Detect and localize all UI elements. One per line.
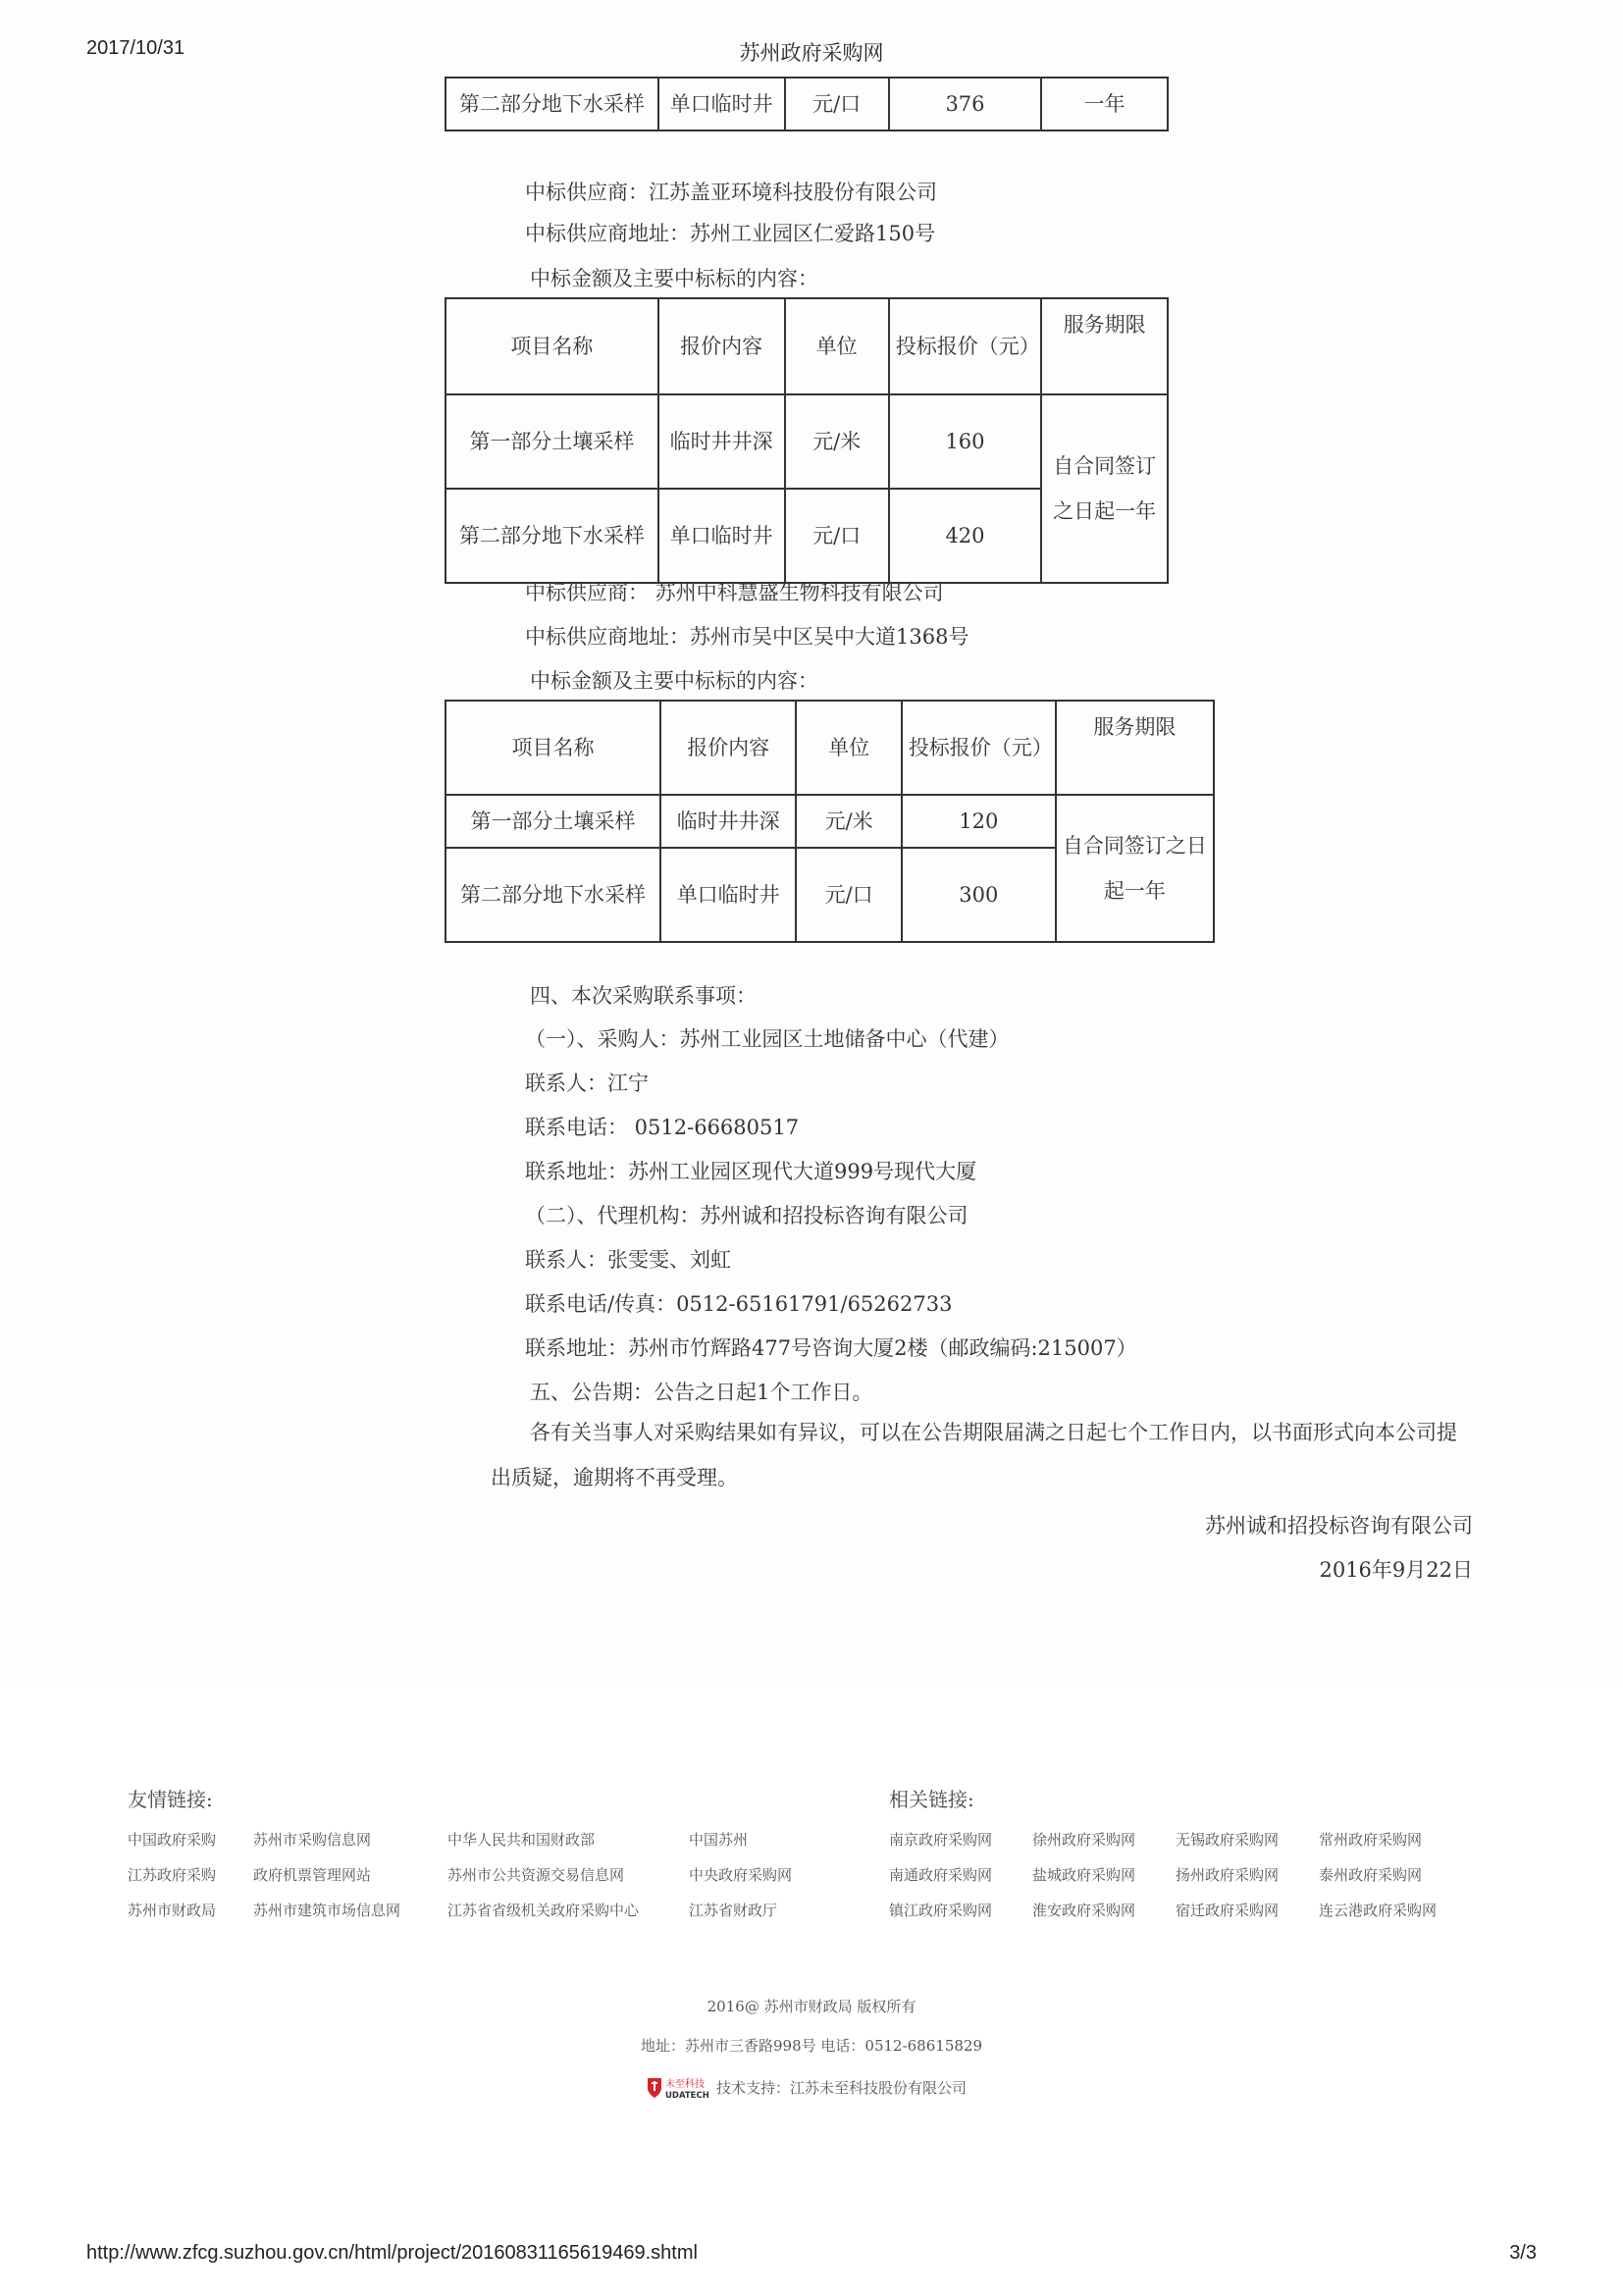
winning-amount-label: 中标金额及主要中标标的内容：: [530, 669, 818, 693]
period-cell: 自合同签订之日起一年: [1041, 394, 1168, 583]
sign-date: 2016年9月22日: [1319, 1558, 1473, 1582]
quote-content-cell: 临时井井深: [658, 394, 785, 489]
price-cell: 160: [889, 394, 1041, 489]
friend-link[interactable]: 江苏省省级机关政府采购中心: [447, 1902, 640, 1919]
table-row: [445, 795, 1214, 848]
logo-en: UDATECH: [665, 2091, 709, 2101]
item-name-cell: 第一部分土壤采样: [445, 394, 658, 489]
friend-link[interactable]: 中国政府采购: [128, 1831, 217, 1849]
print-date: 2017/10/31: [86, 37, 185, 59]
col-header-price: 投标报价（元）: [902, 701, 1056, 795]
table-row: [445, 78, 1168, 130]
friend-link[interactable]: 苏州市公共资源交易信息网: [447, 1866, 625, 1884]
price-cell: 120: [902, 795, 1056, 848]
related-link[interactable]: 淮安政府采购网: [1032, 1902, 1136, 1919]
copyright: 2016@ 苏州市财政局 版权所有: [707, 1998, 916, 2015]
unit-cell: 元/口: [785, 489, 889, 583]
site-title: 苏州政府采购网: [739, 41, 884, 65]
related-link[interactable]: 南京政府采购网: [889, 1831, 993, 1849]
site-address: 地址：苏州市三香路998号 电话：0512-68615829: [641, 2037, 982, 2055]
col-header-price: 投标报价（元）: [889, 298, 1041, 394]
related-link[interactable]: 徐州政府采购网: [1032, 1831, 1136, 1849]
notice-period: 五、公告期：公告之日起1个工作日。: [530, 1381, 873, 1404]
friend-link[interactable]: 中国苏州: [689, 1831, 749, 1849]
quote-content-cell: 单口临时井: [658, 78, 785, 130]
col-header-unit: 单位: [796, 701, 901, 795]
purchaser-contact: 联系人：江宁: [525, 1071, 649, 1095]
related-link[interactable]: 无锡政府采购网: [1176, 1831, 1280, 1849]
quote-content-cell: 单口临时井: [658, 489, 785, 583]
related-link[interactable]: 宿迁政府采购网: [1176, 1902, 1280, 1919]
col-header-quote-content: 报价内容: [658, 298, 785, 394]
related-link[interactable]: 常州政府采购网: [1319, 1831, 1423, 1849]
item-name-cell: 第二部分地下水采样: [445, 489, 658, 583]
agent-address: 联系地址：苏州市竹辉路477号咨询大厦2楼（邮政编码:215007）: [525, 1336, 1137, 1360]
purchaser-phone: 联系电话： 0512-66680517: [525, 1116, 800, 1139]
item-name-cell: 第二部分地下水采样: [445, 848, 660, 942]
page-number: 3/3: [1509, 2242, 1537, 2264]
price-cell: 300: [902, 848, 1056, 942]
quote-content-cell: 临时井井深: [660, 795, 796, 848]
winning-supplier-address: 中标供应商地址：苏州市吴中区吴中大道1368号: [525, 625, 969, 649]
friend-link[interactable]: 江苏政府采购: [128, 1866, 217, 1884]
objection-paragraph: 各有关当事人对采购结果如有异议，可以在公告期限届满之日起七个工作日内，以书面形式向本公司提出质疑，逾期将不再受理。: [491, 1421, 1457, 1489]
unit-cell: 元/米: [785, 394, 889, 489]
agent: （二）、代理机构：苏州诚和招投标咨询有限公司: [525, 1204, 969, 1227]
winning-supplier: 中标供应商： 苏州中科慧盛生物科技有限公司: [525, 581, 944, 604]
page-url: http://www.zfcg.suzhou.gov.cn/html/project/20160831165619469.shtml: [86, 2242, 698, 2264]
unit-cell: 元/口: [785, 78, 889, 130]
friend-link[interactable]: 中央政府采购网: [689, 1866, 793, 1884]
tech-support: 技术支持：江苏未至科技股份有限公司: [716, 2079, 968, 2097]
table-header-row: [445, 701, 1214, 795]
related-link[interactable]: 连云港政府采购网: [1319, 1902, 1438, 1919]
price-cell: 420: [889, 489, 1041, 583]
bid-table-2: [445, 700, 1215, 943]
friend-link[interactable]: 苏州市采购信息网: [253, 1831, 372, 1849]
table-row: [445, 394, 1168, 489]
friend-link[interactable]: 江苏省财政厅: [689, 1902, 778, 1919]
winning-supplier: 中标供应商：江苏盖亚环境科技股份有限公司: [525, 181, 937, 204]
table-header-row: [445, 298, 1168, 394]
signer: 苏州诚和招投标咨询有限公司: [1205, 1514, 1473, 1538]
related-link[interactable]: 镇江政府采购网: [889, 1902, 993, 1919]
quote-content-cell: 单口临时井: [660, 848, 796, 942]
col-header-period: 服务期限: [1041, 298, 1168, 394]
purchaser-address: 联系地址：苏州工业园区现代大道999号现代大厦: [525, 1160, 977, 1183]
item-name-cell: 第一部分土壤采样: [445, 795, 660, 848]
related-link[interactable]: 泰州政府采购网: [1319, 1866, 1423, 1884]
udatech-logo-icon: [646, 2075, 712, 2101]
bid-table-continued: [445, 77, 1169, 131]
winning-amount-label: 中标金额及主要中标标的内容：: [530, 267, 818, 290]
friend-link[interactable]: 中华人民共和国财政部: [447, 1831, 596, 1849]
agent-contact: 联系人：张雯雯、刘虹: [525, 1248, 731, 1272]
related-links-title: 相关链接:: [889, 1788, 974, 1811]
period-cell: 一年: [1041, 78, 1168, 130]
winning-supplier-address: 中标供应商地址：苏州工业园区仁爱路150号: [525, 222, 936, 245]
col-header-item-name: 项目名称: [445, 298, 658, 394]
section-title-contacts: 四、本次采购联系事项：: [530, 984, 757, 1008]
col-header-quote-content: 报价内容: [660, 701, 796, 795]
unit-cell: 元/米: [796, 795, 901, 848]
friend-link[interactable]: 政府机票管理网站: [253, 1866, 372, 1884]
bid-table-1: [445, 297, 1169, 584]
unit-cell: 元/口: [796, 848, 901, 942]
price-cell: 376: [889, 78, 1041, 130]
logo-name: 未至科技: [665, 2079, 705, 2090]
purchaser: （一）、采购人：苏州工业园区土地储备中心（代建）: [525, 1027, 1010, 1051]
col-header-period: 服务期限: [1056, 701, 1214, 795]
related-link[interactable]: 南通政府采购网: [889, 1866, 993, 1884]
col-header-item-name: 项目名称: [445, 701, 660, 795]
agent-phone: 联系电话/传真：0512-65161791/65262733: [525, 1292, 953, 1316]
related-link[interactable]: 盐城政府采购网: [1032, 1866, 1136, 1884]
friend-links-title: 友情链接:: [128, 1788, 213, 1811]
col-header-unit: 单位: [785, 298, 889, 394]
related-link[interactable]: 扬州政府采购网: [1176, 1866, 1280, 1884]
friend-link[interactable]: 苏州市建筑市场信息网: [253, 1902, 401, 1919]
friend-link[interactable]: 苏州市财政局: [128, 1902, 217, 1919]
item-name-cell: 第二部分地下水采样: [445, 78, 658, 130]
period-cell: 自合同签订之日起一年: [1056, 795, 1214, 942]
